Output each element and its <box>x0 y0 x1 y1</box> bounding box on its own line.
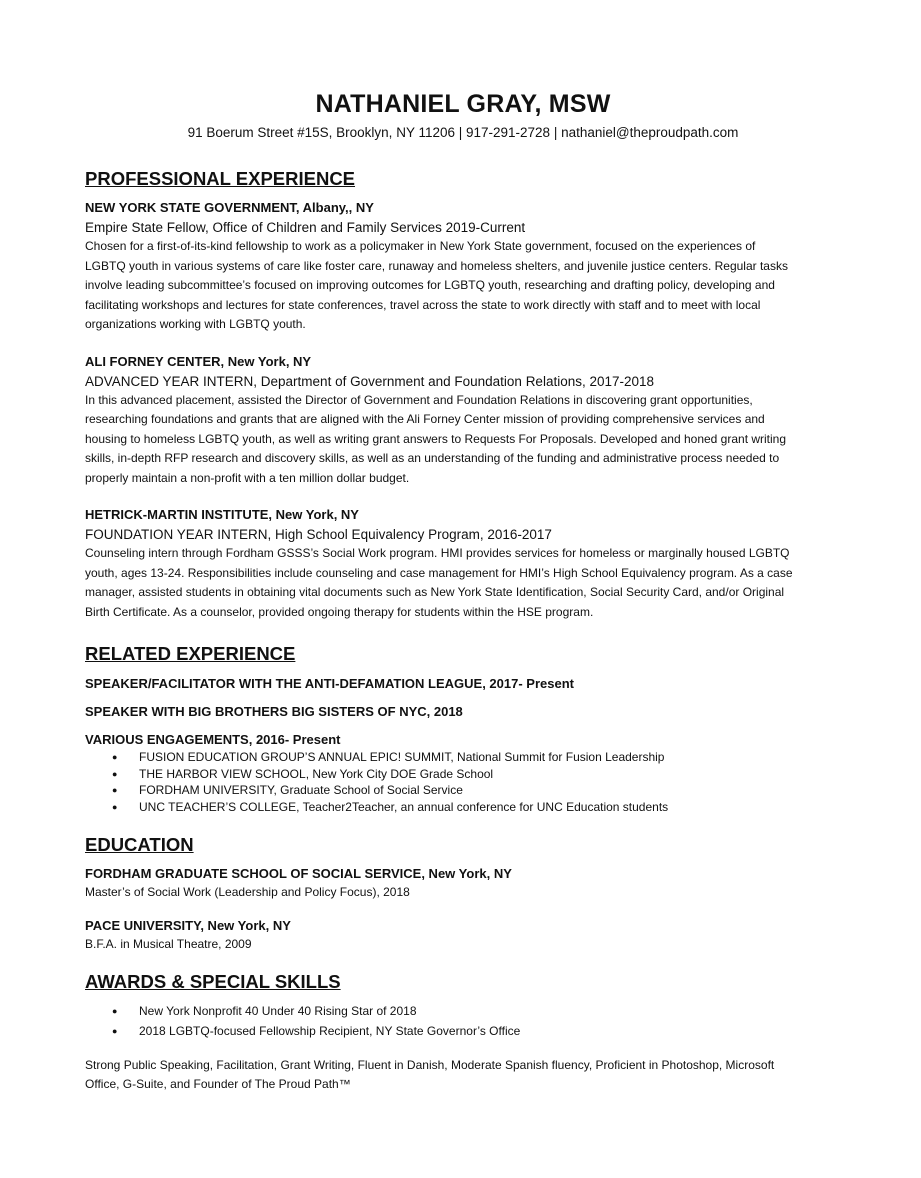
education-entry <box>85 917 841 954</box>
job-entry <box>85 353 841 489</box>
awards-list <box>85 1001 841 1041</box>
description-line: youth, ages 13-24. Responsibilities include counseling and case management for HMI’s High School Equivalency program. As a case <box>85 565 793 580</box>
list-item <box>85 799 841 816</box>
job-role: FOUNDATION YEAR INTERN, High School Equivalency Program, 2016-2017 <box>85 527 552 542</box>
section-title-education: EDUCATION <box>85 834 194 855</box>
section-title-awards: AWARDS & SPECIAL SKILLS <box>85 971 341 992</box>
description-line: organizations working with LGBTQ youth. <box>85 317 306 331</box>
related-item: SPEAKER/FACILITATOR WITH THE ANTI-DEFAMATION LEAGUE, 2017- Present <box>85 676 574 691</box>
description-line: skills, in-depth RFP research and discovery skills, as well as an understanding of the funding and administrative process needed to <box>85 451 780 465</box>
description-line: housing to homeless LGBTQ youth, as well as writing grant answers to Requests For Proposals. Developed and honed grant writing <box>85 431 787 446</box>
education-entry <box>85 865 841 902</box>
degree: B.F.A. in Musical Theatre, 2009 <box>85 937 252 951</box>
related-item: VARIOUS ENGAGEMENTS, 2016- Present <box>85 732 341 747</box>
list-item <box>85 1021 841 1041</box>
skills-paragraph <box>85 1056 841 1094</box>
job-org: NEW YORK STATE GOVERNMENT, Albany,, NY <box>85 200 374 215</box>
job-entry <box>85 199 841 335</box>
degree: Master’s of Social Work (Leadership and Policy Focus), 2018 <box>85 885 410 899</box>
description-line: properly maintain a non-profit with a ten million dollar budget. <box>85 470 410 485</box>
job-org: HETRICK-MARTIN INSTITUTE, New York, NY <box>85 507 359 522</box>
bullet-icon: ● <box>112 801 118 812</box>
list-item <box>85 766 841 783</box>
job-role: ADVANCED YEAR INTERN, Department of Government and Foundation Relations, 2017-2018 <box>85 373 655 389</box>
list-item-text: THE HARBOR VIEW SCHOOL, New York City DOE Grade School <box>139 766 494 781</box>
list-item <box>85 749 841 766</box>
bullet-icon: ● <box>112 752 118 762</box>
job-description <box>85 237 841 335</box>
bullet-icon: ● <box>112 785 118 795</box>
description-line: LGBTQ youth in various systems of care like foster care, runaway and homeless shelters, and juvenile justice centers. Regular tasks <box>85 258 788 273</box>
bullet-icon: ● <box>112 768 118 779</box>
bullet-icon: ● <box>112 1026 118 1036</box>
job-description <box>85 544 841 622</box>
list-item-text: FORDHAM UNIVERSITY, Graduate School of Social Service <box>139 783 463 797</box>
list-item-text: UNC TEACHER’S COLLEGE, Teacher2Teacher, an annual conference for UNC Education students <box>139 799 669 814</box>
contact-info: 91 Boerum Street #15S, Brooklyn, NY 11206 | 917-291-2728 | nathaniel@theproudpath.com <box>187 125 739 140</box>
list-item <box>85 1001 841 1021</box>
list-item-text: 2018 LGBTQ-focused Fellowship Recipient, NY State Governor’s Office <box>139 1024 521 1038</box>
resume-name: NATHANIEL GRAY, MSW <box>315 90 611 118</box>
list-item-text: New York Nonprofit 40 Under 40 Rising Star of 2018 <box>139 1004 417 1018</box>
section-title-related: RELATED EXPERIENCE <box>85 643 296 664</box>
description-line: researching foundations and grants that are aligned with the Ali Forney Center mission of providing comprehensive services and <box>85 412 765 426</box>
related-item: SPEAKER WITH BIG BROTHERS BIG SISTERS OF NYC, 2018 <box>85 704 463 719</box>
description-line: facilitating workshops and lectures for state conferences, travel across the state to work directly with staff and to meet with local <box>85 297 761 312</box>
job-description <box>85 391 841 489</box>
engagements-list <box>85 749 841 815</box>
list-item <box>85 782 841 799</box>
resume-page <box>85 88 841 1094</box>
description-line: Counseling intern through Fordham GSSS’s Social Work program. HMI provides services for homeless or marginally housed LGBTQ <box>85 546 790 560</box>
section-title-professional: PROFESSIONAL EXPERIENCE <box>85 168 356 189</box>
description-line: involve leading subcommittee’s focused on improving outcomes for LGBTQ youth, researching and drafting policy, developing and <box>85 278 775 292</box>
bullet-icon: ● <box>112 1006 118 1016</box>
description-line: Chosen for a first-of-its-kind fellowship to work as a policymaker in New York State government, focused on the experiences of <box>85 239 756 253</box>
job-org: ALI FORNEY CENTER, New York, NY <box>85 353 312 369</box>
description-line: Birth Certificate. As a counselor, provided ongoing therapy for students within the HSE program. <box>85 604 594 619</box>
skills-line: Office, G-Suite, and Founder of The Proud Path™ <box>85 1077 351 1091</box>
description-line: In this advanced placement, assisted the Director of Government and Foundation Relations in discovering grant opportunities, <box>85 392 753 407</box>
job-role: Empire State Fellow, Office of Children and Family Services 2019-Current <box>85 220 526 235</box>
list-item-text: FUSION EDUCATION GROUP’S ANNUAL EPIC! SUMMIT, National Summit for Fusion Leadership <box>139 750 665 764</box>
skills-line: Strong Public Speaking, Facilitation, Grant Writing, Fluent in Danish, Moderate Spanish fluency, Proficient in Photoshop, Microsoft <box>85 1058 775 1072</box>
job-entry <box>85 506 841 622</box>
school-name: FORDHAM GRADUATE SCHOOL OF SOCIAL SERVICE, New York, NY <box>85 866 512 881</box>
school-name: PACE UNIVERSITY, New York, NY <box>85 918 291 933</box>
description-line: manager, assisted students in obtaining vital documents such as New York State Identification, Social Security Card, and/or Original <box>85 585 785 599</box>
